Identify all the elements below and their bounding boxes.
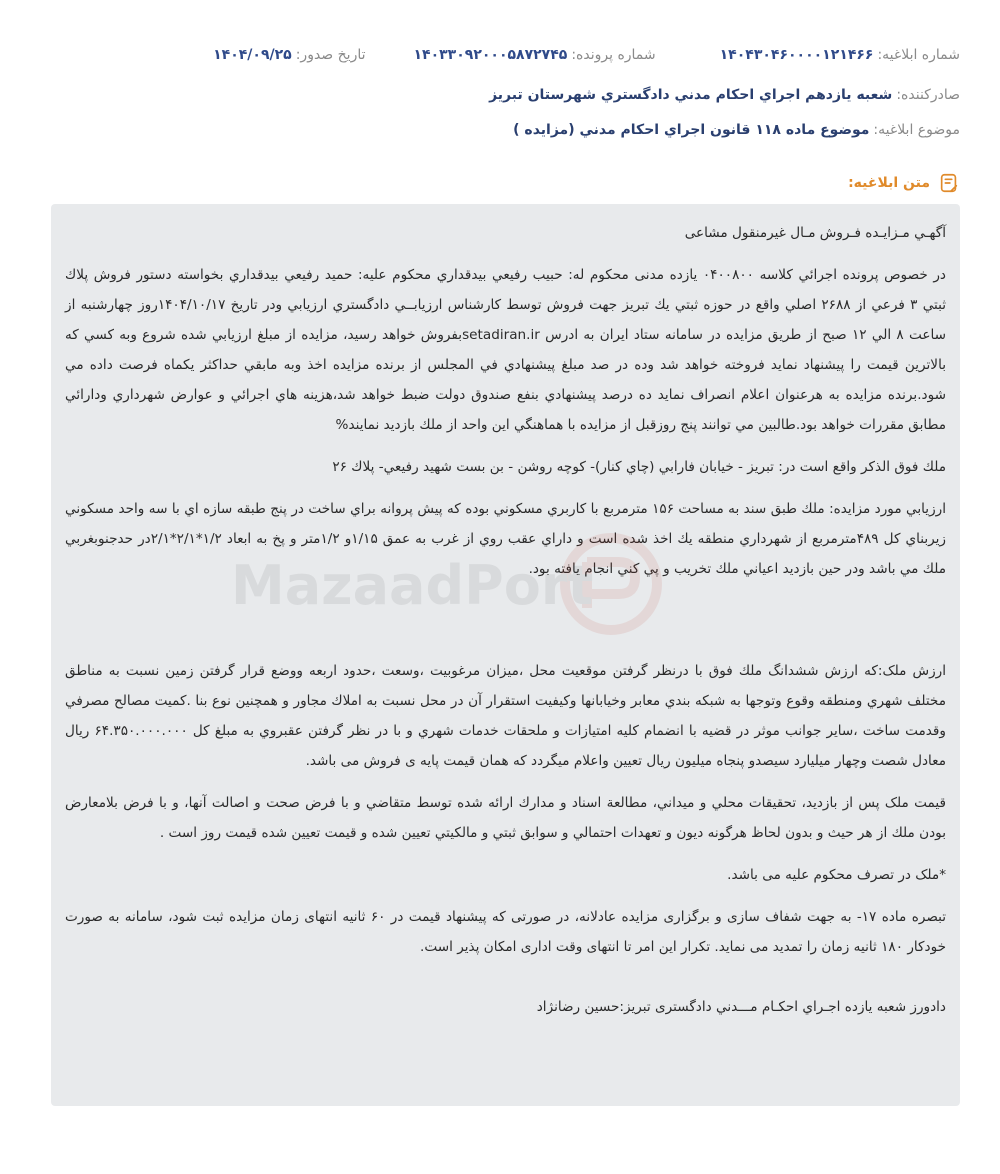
property-assessment: ارزيابي مورد مزايده: ملك طبق سند به مساحت ۱۵۶ مترمربع با كاربري مسكوني بوده كه پيش پروانه براي ساخت در پنج طبقه سازه اي با سه واحد مسكوني زيربناي كل ۴۸۹مترمربع از شهرداري منطقه يك اخذ شده است و داراي عقب روي از غرب به عمق ۱/۱۵و ۱/۲متر و پخ به ابعاد ۱/۲*۲/۱*۲/۱در حدجنوبغربي ملك مي باشد ودر حين بازديد اعياني ملك تخريب و پي كني انجام يافته بود.: [65, 501, 946, 577]
meta-row-subject: [40, 122, 960, 138]
extension-note: تبصره ماده ۱۷- به جهت شفاف سازی و برگزاری مزایده عادلانه، در صورتی که پیشنهاد قیمت در ۶۰ ثانیه انتهای زمان مزایده ثبت شود، سامانه به صورت خودکار ۱۸۰ ثانیه زمان را تمدید می نماید. تکرار این امر تا انتهای وقت اداری امکان پذیر است.: [65, 909, 946, 955]
property-address: ملك فوق الذكر واقع است در: تبريز - خيابان فارابي (چاي كنار)- كوچه روشن - بن بست شهيد رفيعي- پلاك ۲۶: [332, 459, 946, 475]
notice-body: [51, 204, 960, 1106]
meta-row-numbers: [40, 47, 960, 63]
meta-row-issuer: [40, 87, 960, 103]
case-number-value: ۱۴۰۳۳۰۹۲۰۰۰۵۸۷۲۷۴۵: [413, 47, 568, 63]
notice-title: آگهـي مـزايـده فـروش مـال غيرمنقول مشاعی: [684, 225, 946, 241]
issuer: [489, 87, 960, 103]
case-number-label: شماره پرونده:: [571, 47, 656, 63]
issuer-label: صادرکننده:: [896, 87, 960, 103]
auction-details: در خصوص پرونده اجرائي كلاسه ۰۴۰۰۸۰۰ يازده مدنی محکوم له: حبيب رفيعي بيدقداري محکوم عليه: حميد رفيعي بيدقداري بخواسته دستور فروش پلاك ثبتي ۳ فرعي از ۲۶۸۸ اصلي واقع در حوزه ثبتي يك تبريز جهت فروش توسط كارشناس ارزيابــي دادگستري ارزيابي ودر تاريخ ۱۴۰۴/۱۰/۱۷روز چهارشنبه از ساعت ۸ الي ۱۲ صبح از طريق مزايده در سامانه ستاد ايران به ادرس setadiran.irبفروش خواهد رسيد، مزايده از مبلغ ارزيابي شده شروع وبه كسي كه بالاترين قيمت را پيشنهاد نمايد فروخته خواهد شد وده در صد مبلغ پيشنهادي في المجلس از برنده مزايده اخذ وبه مابقي حداكثر يكماه فرصت داده مي شود.برنده مزايده به هرعنوان اعلام انصراف نمايد ده درصد پيشنهادي بنفع صندوق دولت ضبط خواهد شد،هزينه هاي اجرائي و عوارض شهرداري ودارائي مطابق مقررات خواهد بود.طالبين مي توانند پنج روزقبل از مزايده با هماهنگي اين واحد از ملك بازديد نمايند%: [65, 267, 947, 433]
property-value: ارزش ملک:كه ارزش ششدانگ ملك فوق با درنظر گرفتن موقعيت محل ،ميزان مرغوبيت ،وسعت ،حدود اربعه ووضع قرار گرفتن زمين نسبت به مناطق مختلف شهري ومنطقه وقوع وتوجها به شبكه بندي معابر وخيابانها وكيفيت استقرار آن در محل نسبت به املاك مجاور و همچنين نوع بنا .كميت مصالح مصرفي وقدمت ساخت ،ساير جوانب موثر در قضيه با انضمام كليه امتيازات و ملحقات خدمات شهري و با در نظر گرفتن عقبروي به مبلغ كل ۶۴.۳۵۰.۰۰۰.۰۰۰ ريال معادل شصت وچهار ميليارد سيصدو پنجاه ميليون ريال تعيين واعلام ميگردد كه همان قيمت پايه ی فروش می باشد.: [65, 663, 946, 769]
issue-date-value: ۱۴۰۴/۰۹/۲۵: [213, 47, 292, 63]
valuation-conditions: قيمت ملک پس از بازديد، تحقيقات محلي و ميداني، مطالعة اسناد و مدارك ارائه شده توسط متقاضي و با فرض صحت و اصالت آنها، و با فرض بلامعارض بودن ملك از هر حيث و بدون لحاظ هرگونه ديون و تعهدات احتمالي و سوابق ثبتي و مالكيتي تعيين شده و قيمت تعيين شده قيمت روز است .: [65, 795, 946, 841]
subject: [513, 122, 960, 138]
subject-label: موضوع ابلاغيه:: [873, 122, 960, 138]
possession-note: *ملک در تصرف محکوم علیه می باشد.: [727, 867, 946, 883]
watermark-text: MazaadPort: [231, 554, 594, 617]
blank-spacer-2: [65, 974, 946, 992]
notice-text-title: متن ابلاغيه:: [848, 175, 930, 191]
signature-line: دادورز شعبه يازده اجـراي احكـام مـــدني دادگستری تبريز:حسين رضانژاد: [536, 999, 946, 1015]
notice-text-header: [848, 172, 960, 194]
issuer-value: شعبه يازدهم اجراي احكام مدني دادگستري شهرستان تبريز: [489, 87, 893, 103]
notice-number-label: شماره ابلاغيه:: [877, 47, 960, 63]
subject-value: موضوع ماده ۱۱۸ قانون اجراي احكام مدني (مزايده ): [513, 122, 870, 138]
note-icon: [938, 172, 960, 194]
case-number: [414, 47, 656, 63]
notice-number-value: ۱۴۰۴۳۰۴۶۰۰۰۰۱۲۱۴۶۶: [719, 47, 874, 63]
issue-date: [213, 47, 365, 63]
blank-spacer: [65, 596, 946, 656]
issue-date-label: تاريخ صدور:: [295, 47, 366, 63]
notice-number: [720, 47, 960, 63]
